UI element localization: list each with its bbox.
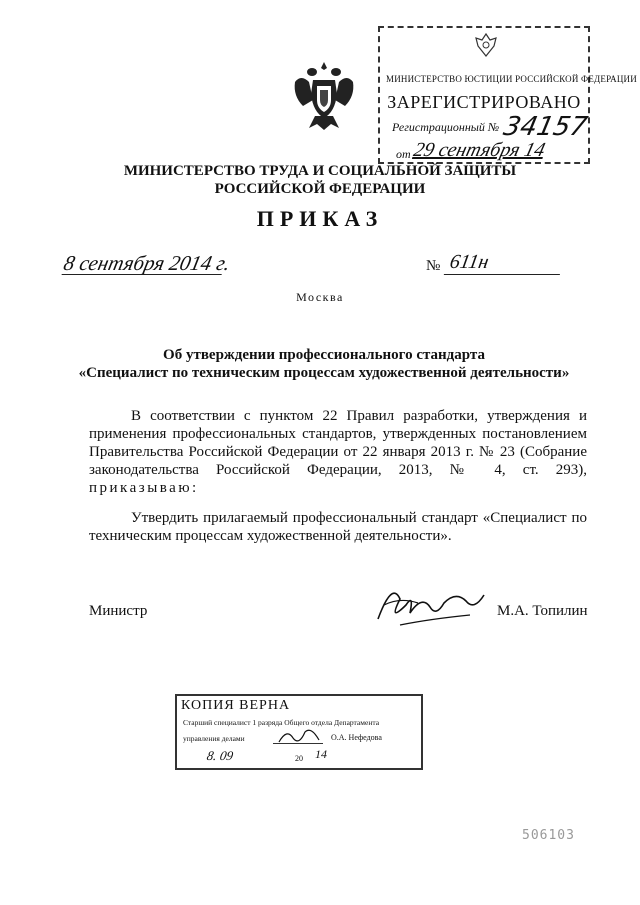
copy-stamp-title: КОПИЯ ВЕРНА [181,698,291,713]
copy-stamp-department: управления делами [183,734,245,743]
preamble-text: В соответствии с пунктом 22 Правил разработки, утверждения и применения профессиональных стандартов, утвержденных постановлением Правительства Российской Федерации от 22 января 2013 г. № 23 (Собрание законодательства Российской Федерации, 2013, № 4, ст. 293), [89,408,587,478]
ministry-title-line2: РОССИЙСКОЙ ФЕДЕРАЦИИ [214,181,426,197]
copy-stamp-signer: О.А. Нефедова [331,733,382,742]
signatory-position: Министр [89,603,148,619]
order-number-label: № [426,258,441,274]
subject-line1: Об утверждении профессионального стандарта [163,347,485,363]
subject-line2: «Специалист по техническим процессам художественной деятельности» [78,365,570,381]
stamp-status: ЗАРЕГИСТРИРОВАНО [387,92,581,112]
copy-stamp-position: Старший специалист 1 разряда Общего отдела Департамента [183,718,380,727]
order-word: приказываю: [89,480,199,496]
stamp-emblem-icon [472,32,500,60]
copy-stamp-year-prefix: 20 [295,754,303,763]
registration-stamp [378,26,637,164]
copy-stamp-signature [277,724,321,748]
page-code: 506103 [522,828,575,843]
order-subject [74,346,574,382]
stamp-regno-label: Регистрационный № [392,120,500,134]
decision-text: Утвердить прилагаемый профессиональный стандарт «Специалист по техническим процессам художественной деятельности». [89,510,587,544]
document-type: ПРИКАЗ [256,206,384,231]
ministry-title [120,162,520,198]
coat-of-arms-icon [291,60,357,132]
copy-stamp-date: 8. 09 [205,748,235,763]
stamp-date-value: 29 сентября 14 [411,139,548,161]
copy-stamp-year-suffix: 14 [315,747,327,761]
order-date: 8 сентября 2014 г. [61,251,233,275]
preamble-paragraph [89,407,587,497]
city: Москва [296,290,344,304]
stamp-regno-value: 34157 [500,112,590,142]
decision-paragraph [89,509,587,545]
signatory-name: М.А. Топилин [497,603,588,619]
copy-certified-stamp [175,694,423,770]
handwritten-signature [370,575,490,637]
stamp-ministry: МИНИСТЕРСТВО ЮСТИЦИИ РОССИЙСКОЙ ФЕДЕРАЦИИ [386,74,637,84]
stamp-date-label: от [396,147,411,161]
ministry-title-line1: МИНИСТЕРСТВО ТРУДА И СОЦИАЛЬНОЙ ЗАЩИТЫ [123,163,517,179]
order-number: 611н [444,250,564,275]
